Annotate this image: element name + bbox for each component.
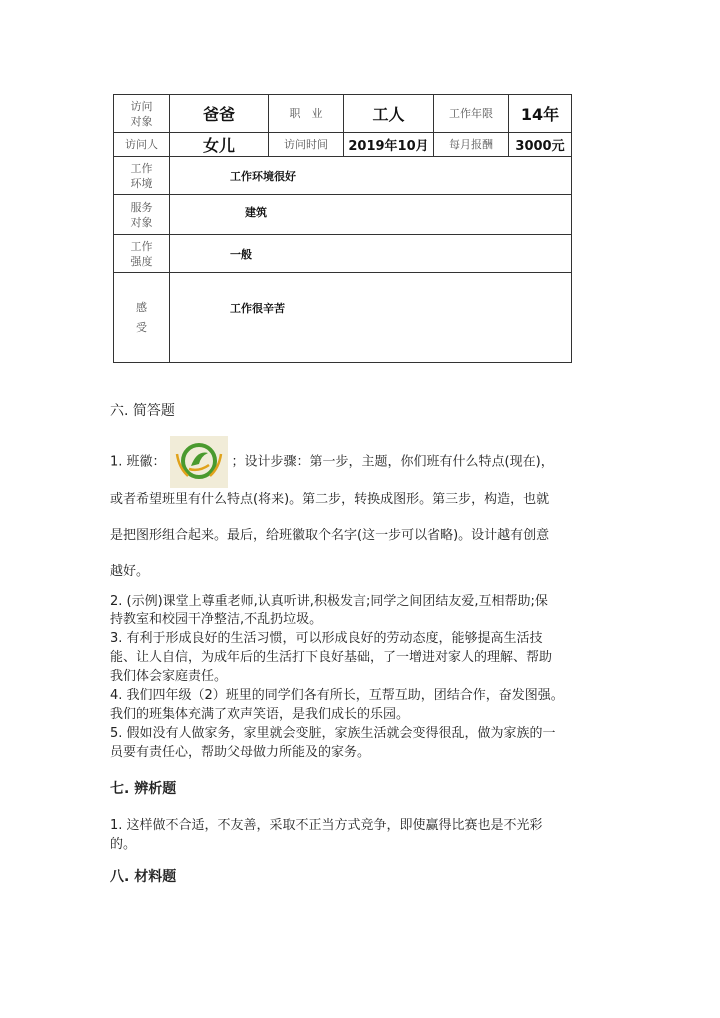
value-occupation: 工人 [344,95,434,133]
answer-4-line-2: 我们的班集体充满了欢声笑语，是我们成长的乐园。 [110,707,410,722]
interview-table [113,94,572,363]
label-occupation: 职 业 [269,95,344,133]
value-environment: 工作环境很好 [170,157,572,195]
cell-text: 工作 强度 [130,239,153,268]
value-years: 14年 [509,95,572,133]
table-row [114,195,572,235]
section-6-title: 六. 简答题 [110,403,175,419]
table-row [114,133,572,157]
answer-1-text: ；设计步骤：第一步，主题，你们班有什么特点(现在)， [231,454,554,470]
table-row [114,95,572,133]
label-intensity [114,235,170,273]
class-emblem-logo-icon [170,436,228,488]
table-row [114,157,572,195]
answer-1-line-3: 是把图形组合起来。最后，给班徽取个名字(这一步可以省略)。设计越有创意 [110,528,550,543]
table-row [114,235,572,273]
label-salary: 每月报酬 [434,133,509,157]
cell-text: 访问 对象 [130,99,153,128]
section-8-title: 八. 材料题 [110,869,177,885]
answer-1-prefix: 1. 班徽： [110,454,166,470]
value-interviewee: 爸爸 [170,95,269,133]
answer-2-line-2: 持教室和校园干净整洁,不乱扔垃圾。 [110,612,323,627]
cell-text: 工作 环境 [130,161,153,190]
answer-1 [110,436,610,488]
answer-1-line-4: 越好。 [110,564,150,579]
value-interviewer: 女儿 [170,133,269,157]
cell-text: 感 受 [136,300,147,334]
label-visit-time: 访问时间 [269,133,344,157]
answer-1-line-2: 或者希望班里有什么特点(将来)。第二步，转换成图形。第三步，构造，也就 [110,492,550,507]
label-service-target [114,195,170,235]
label-environment [114,157,170,195]
label-interviewee [114,95,170,133]
label-feeling [114,273,170,363]
answer-5-line-2: 员要有责任心，帮助父母做力所能及的家务。 [110,745,371,760]
answer-3-line-2: 能、让人自信，为成年后的生活打下良好基础，了一增进对家人的理解、帮助 [110,650,553,665]
value-intensity: 一般 [170,235,572,273]
value-visit-time: 2019年10月 [344,133,434,157]
value-feeling: 工作很辛苦 [170,273,572,363]
section-7-answer-line-2: 的。 [110,837,137,852]
value-salary: 3000元 [509,133,572,157]
answer-5-line-1: 5. 假如没有人做家务，家里就会变脏，家族生活就会变得很乱，做为家族的一 [110,726,556,741]
answer-1-line-1 [110,436,610,488]
section-7-title: 七. 辨析题 [110,781,177,797]
value-service-target: 建筑 [170,195,572,235]
label-interviewer: 访问人 [114,133,170,157]
answer-3-line-1: 3. 有利于形成良好的生活习惯，可以形成良好的劳动态度，能够提高生活技 [110,631,543,646]
answer-3-line-3: 我们体会家庭责任。 [110,669,228,684]
cell-text: 服务 对象 [130,200,153,229]
answer-4-line-1: 4. 我们四年级（2）班里的同学们各有所长，互帮互助，团结合作，奋发图强。 [110,688,564,703]
answer-2-line-1: 2. (示例)课堂上尊重老师,认真听讲,积极发言;同学之间团结友爱,互相帮助;保 [110,594,548,609]
table-row [114,273,572,363]
label-years: 工作年限 [434,95,509,133]
section-7-answer-line-1: 1. 这样做不合适，不友善，采取不正当方式竞争，即使赢得比赛也是不光彩 [110,818,543,833]
